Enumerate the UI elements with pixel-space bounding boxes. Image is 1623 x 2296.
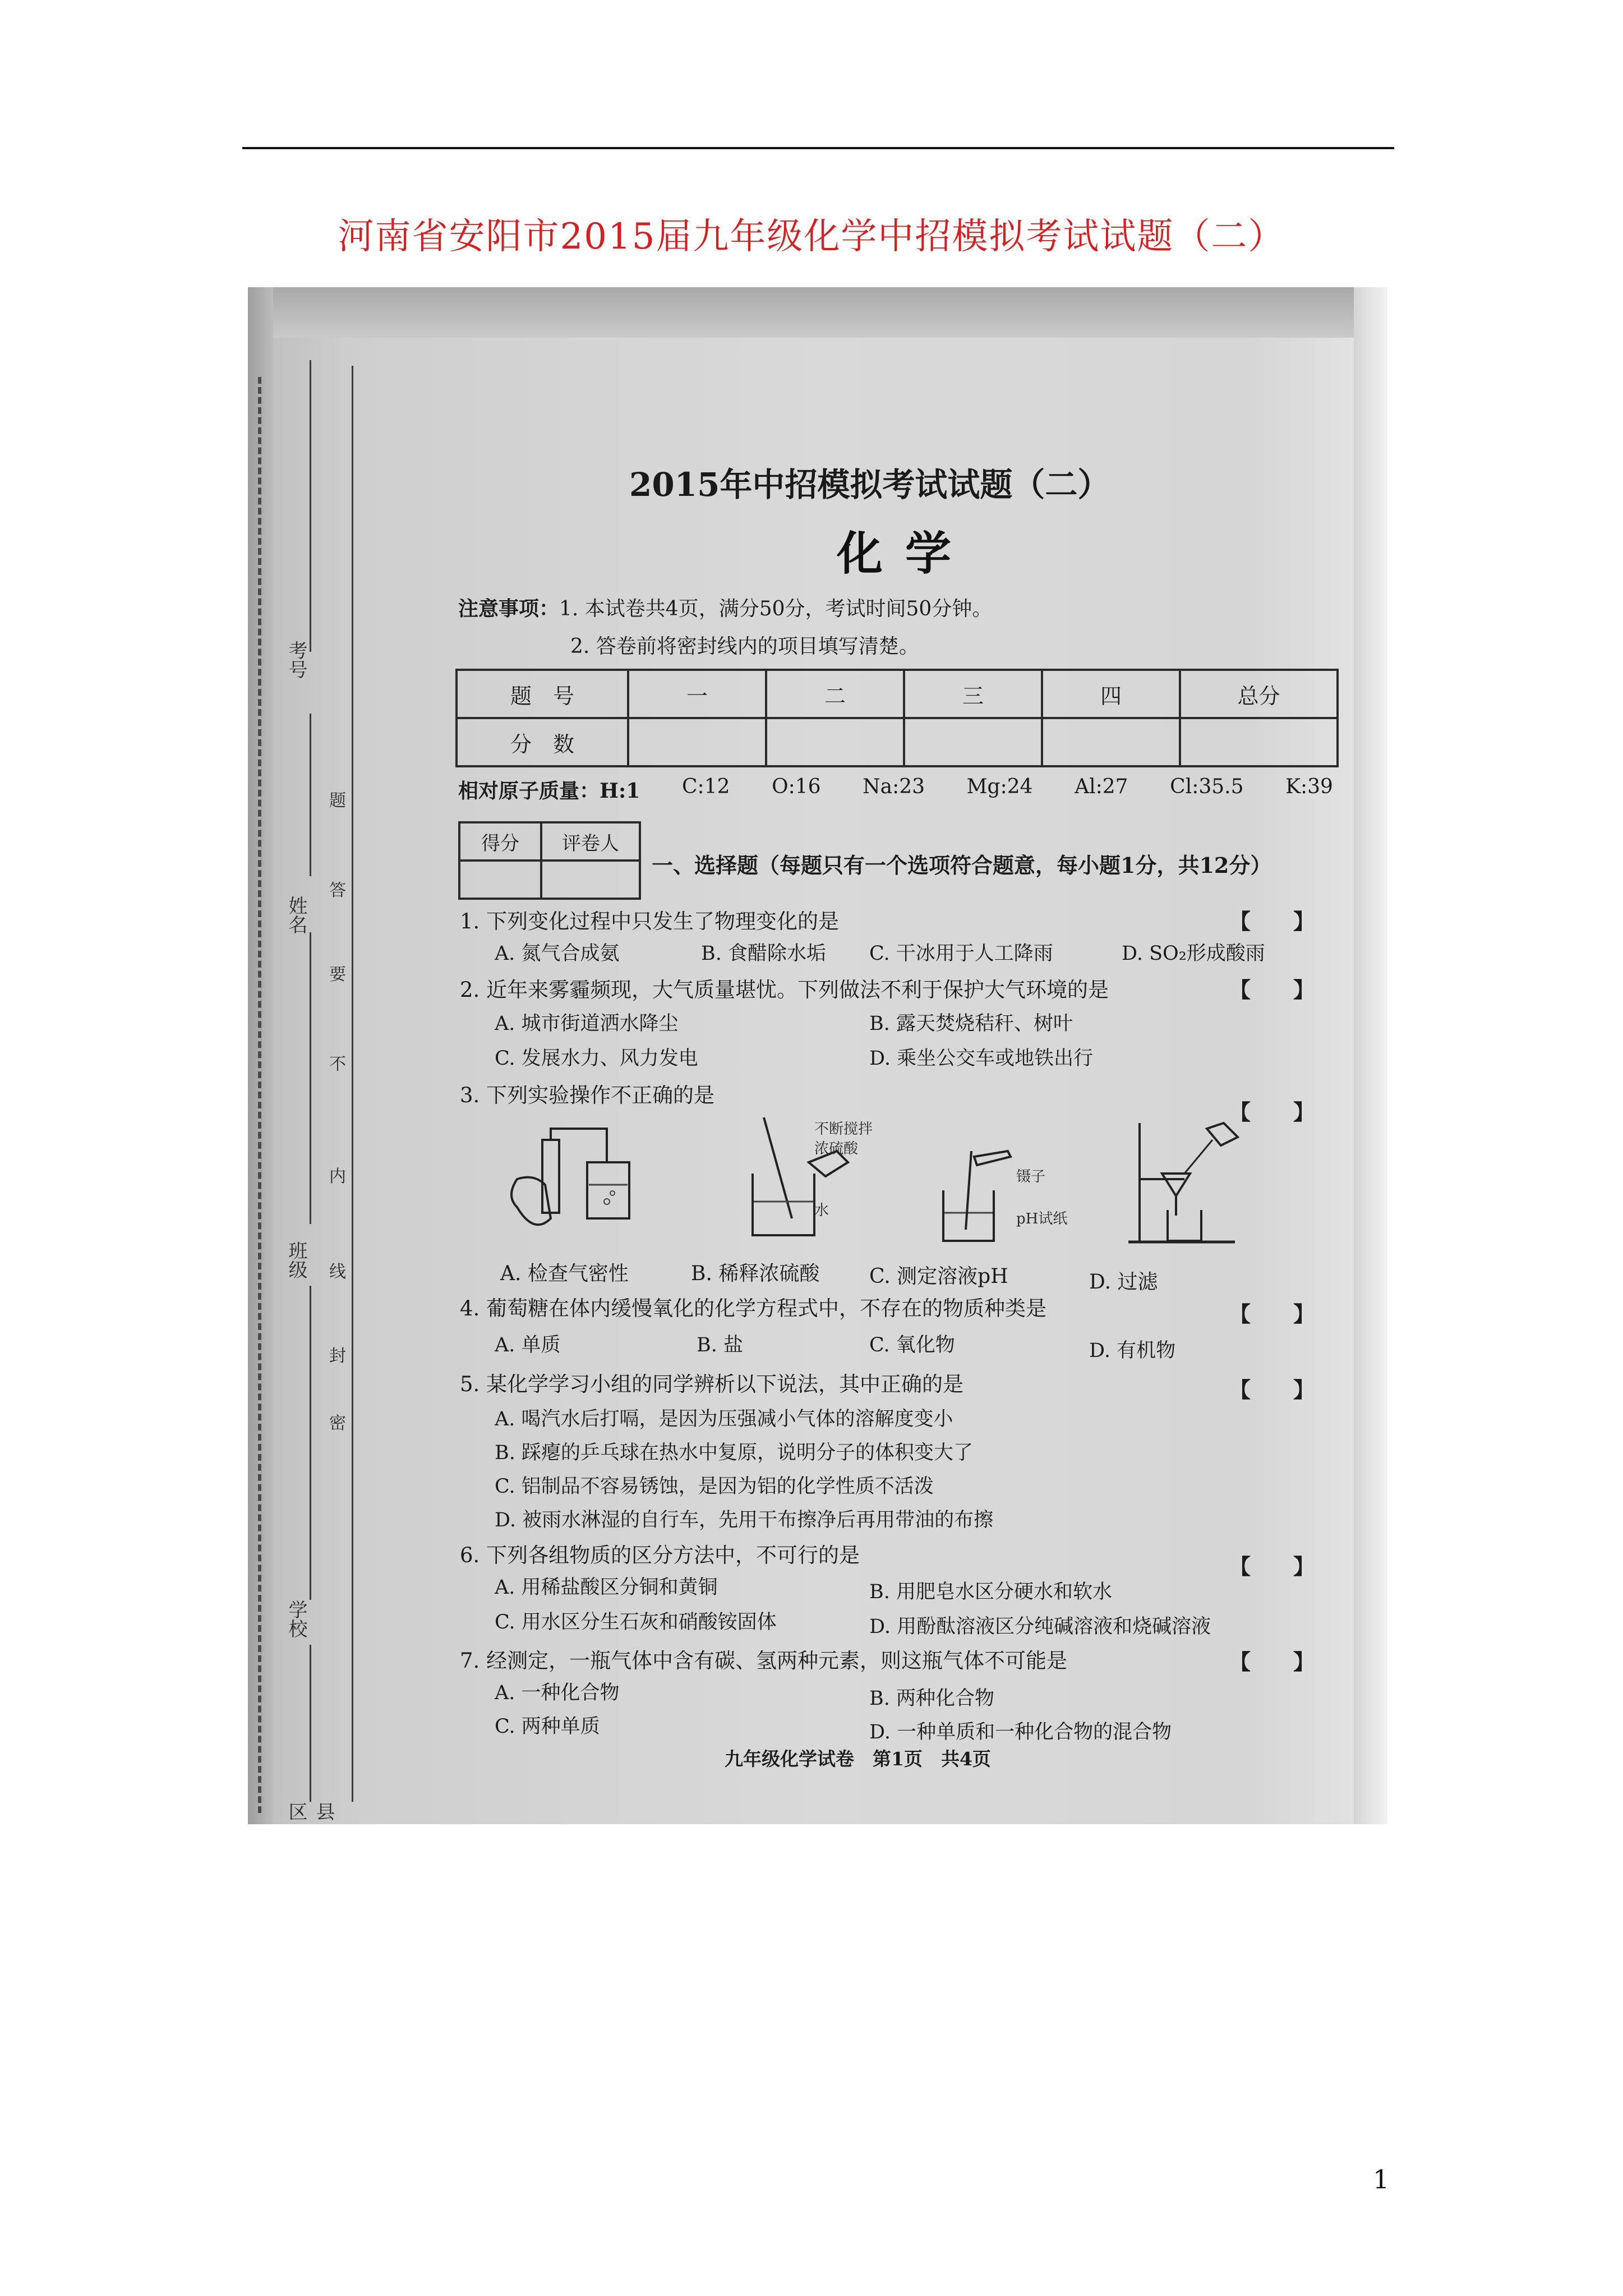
figure-note: 浓硫酸 [814, 1140, 859, 1157]
option: D. SO₂形成酸雨 [1122, 942, 1265, 965]
option: A. 喝汽水后打嗝，是因为压强减小气体的溶解度变小 [495, 1408, 953, 1430]
table-cell: 总分 [1180, 670, 1338, 718]
page-number: 1 [1373, 2164, 1390, 2194]
binding-fill-line [310, 1645, 311, 1802]
question-5: 5. 某化学学习小组的同学辨析以下说法，其中正确的是 [460, 1372, 964, 1396]
atomic-mass: Mg:24 [966, 775, 1033, 798]
table-cell [1180, 718, 1338, 766]
answer-bracket: 【 】 [1229, 1301, 1315, 1327]
seal-char: 题 [329, 791, 346, 811]
binding-field-exam-no: 考号 [285, 641, 307, 679]
question-2: 2. 近年来雾霾频现，大气质量堪忧。下列做法不利于保护大气环境的是 [460, 978, 1109, 1002]
atomic-mass: C:12 [681, 775, 730, 798]
option: C. 铝制品不容易锈蚀，是因为铝的化学性质不活泼 [495, 1475, 934, 1498]
option: D. 被雨水淋湿的自行车，先用干布擦净后再用带油的布擦 [495, 1509, 994, 1531]
option: B. 两种化合物 [869, 1687, 994, 1710]
table-cell [904, 718, 1042, 766]
option: A. 氮气合成氨 [495, 942, 620, 965]
figure-note: pH试纸 [1016, 1211, 1068, 1227]
figure-note: 镊子 [1016, 1168, 1046, 1185]
question-1: 1. 下列变化过程中只发生了物理变化的是 [460, 909, 840, 933]
answer-bracket: 【 】 [1229, 1649, 1315, 1674]
option: A. 城市街道洒水降尘 [495, 1013, 679, 1035]
table-cell [628, 718, 766, 766]
binding-fill-line [310, 360, 311, 652]
question-6: 6. 下列各组物质的区分方法中，不可行的是 [460, 1543, 860, 1567]
table-cell [766, 718, 904, 766]
atomic-masses [458, 775, 1333, 804]
atomic-mass: K:39 [1285, 775, 1333, 798]
binding-fill-line [310, 714, 311, 876]
table-cell: 三 [904, 670, 1042, 718]
option: C. 干冰用于人工降雨 [869, 942, 1053, 965]
seal-char: 不 [329, 1055, 346, 1074]
table-row [457, 718, 1338, 766]
scan-shadow-right [1354, 287, 1387, 1824]
figure-caption: D. 过滤 [1089, 1271, 1158, 1294]
exam-title: 2015年中招模拟考试试题（二） [629, 466, 1110, 504]
table-cell: 一 [628, 670, 766, 718]
option: C. 发展水力、风力发电 [495, 1047, 698, 1070]
atomic-mass: Al:27 [1075, 775, 1128, 798]
answer-bracket: 【 】 [1229, 977, 1315, 1002]
seal-char: 线 [329, 1262, 346, 1282]
table-cell [459, 861, 541, 899]
seal-char: 封 [329, 1346, 346, 1366]
option: B. 用肥皂水区分硬水和软水 [869, 1581, 1112, 1603]
binding-fill-line [310, 932, 311, 1224]
binding-field-school: 学校 [285, 1600, 307, 1638]
option: B. 露天焚烧秸秆、树叶 [869, 1013, 1073, 1035]
table-cell [1042, 718, 1180, 766]
option: D. 用酚酞溶液区分纯碱溶液和烧碱溶液 [869, 1616, 1211, 1638]
atomic-mass: Cl:35.5 [1170, 775, 1244, 798]
table-cell: 题 号 [457, 670, 628, 718]
question-7: 7. 经测定，一瓶气体中含有碳、氢两种元素，则这瓶气体不可能是 [460, 1649, 1068, 1673]
table-row [457, 670, 1338, 718]
table-row [459, 822, 640, 861]
question-4: 4. 葡萄糖在体内缓慢氧化的化学方程式中，不存在的物质种类是 [460, 1296, 1047, 1320]
apparatus-filtration-figure [1123, 1117, 1257, 1252]
scanned-exam-page [248, 287, 1387, 1824]
seal-char: 答 [329, 881, 346, 900]
atomic-masses-label: 相对原子质量：H:1 [458, 779, 640, 803]
figure-caption: B. 稀释浓硫酸 [691, 1262, 820, 1285]
document-title: 河南省安阳市2015届九年级化学中招模拟考试试题（二） [338, 216, 1285, 257]
option: C. 用水区分生石灰和硝酸铵固体 [495, 1611, 777, 1634]
table-cell: 二 [766, 670, 904, 718]
option: A. 一种化合物 [495, 1682, 620, 1704]
figure-caption: C. 测定溶液pH [869, 1265, 1008, 1288]
option: C. 两种单质 [495, 1715, 600, 1738]
option: B. 食醋除水垢 [701, 942, 826, 965]
option: D. 有机物 [1089, 1340, 1176, 1362]
score-table [455, 669, 1339, 767]
table-cell: 得分 [459, 822, 541, 861]
grader-table [458, 821, 641, 900]
table-cell: 评卷人 [541, 822, 640, 861]
seal-char: 要 [329, 965, 346, 984]
notice-line-2: 2. 答卷前将密封线内的项目填写清楚。 [570, 635, 919, 658]
option: B. 踩瘪的乒乓球在热水中复原，说明分子的体积变大了 [495, 1442, 973, 1464]
question-3: 3. 下列实验操作不正确的是 [460, 1083, 715, 1107]
binding-field-name: 姓名 [285, 896, 307, 934]
table-row [459, 861, 640, 899]
answer-bracket: 【 】 [1229, 1554, 1315, 1579]
table-cell: 分 数 [457, 718, 628, 766]
binding-field-class: 班级 [285, 1241, 307, 1279]
atomic-mass: O:16 [772, 775, 821, 798]
seal-char: 密 [329, 1414, 346, 1433]
notice-line-1 [458, 593, 992, 622]
page-footer: 九年级化学试卷 第1页 共4页 [725, 1748, 991, 1770]
answer-bracket: 【 】 [1229, 909, 1315, 934]
binding-field-district: 县区 [285, 1802, 335, 1821]
top-rule [242, 147, 1394, 149]
seal-line [258, 377, 261, 1813]
binding-fill-line [310, 1286, 311, 1600]
option: A. 用稀盐酸区分铜和黄铜 [495, 1576, 718, 1599]
answer-bracket: 【 】 [1229, 1099, 1315, 1125]
apparatus-airtightness-figure [495, 1117, 646, 1252]
subject-title: 化学 [837, 527, 974, 581]
notice-label: 注意事项： [458, 597, 560, 620]
option: D. 一种单质和一种化合物的混合物 [869, 1721, 1172, 1743]
section-heading: 一、选择题（每题只有一个选项符合题意，每小题1分，共12分） [652, 853, 1272, 878]
notice-text: 1. 本试卷共4页，满分50分，考试时间50分钟。 [559, 597, 993, 620]
apparatus-ph-figure [932, 1145, 1044, 1246]
option: C. 氧化物 [869, 1334, 955, 1356]
option: B. 盐 [697, 1334, 743, 1356]
answer-bracket: 【 】 [1229, 1377, 1315, 1402]
seal-char: 内 [329, 1167, 346, 1186]
table-cell: 四 [1042, 670, 1180, 718]
figure-caption: A. 检查气密性 [500, 1262, 629, 1285]
table-cell [541, 861, 640, 899]
atomic-mass: Na:23 [863, 775, 925, 798]
figure-note: 水 [814, 1202, 829, 1219]
scan-shadow-top [248, 287, 1387, 338]
figure-note: 不断搅拌 [814, 1121, 873, 1138]
option: A. 单质 [495, 1334, 561, 1356]
seal-line-solid [352, 366, 353, 1802]
option: D. 乘坐公交车或地铁出行 [869, 1047, 1094, 1070]
